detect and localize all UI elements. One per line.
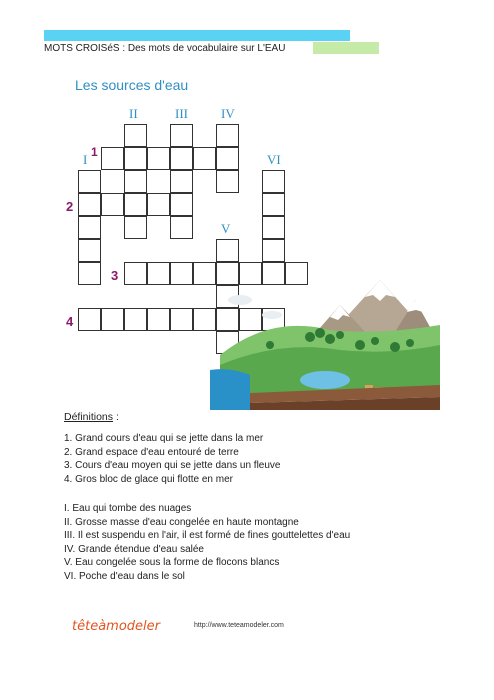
label-number-1: 1: [91, 145, 98, 159]
crossword-cell[interactable]: [101, 147, 124, 170]
footer-url: http://www.teteamodeler.com: [194, 622, 284, 629]
crossword-cell[interactable]: [170, 262, 193, 285]
page-header-title: MOTS CROISéS : Des mots de vocabulaire sur L'EAU: [44, 43, 286, 54]
crossword-cell[interactable]: [262, 193, 285, 216]
definition-h-3: 3. Cours d'eau moyen qui se jette dans un fleuve: [64, 460, 281, 472]
crossword-cell[interactable]: [101, 193, 124, 216]
crossword-cell[interactable]: [193, 147, 216, 170]
crossword-cell[interactable]: [170, 170, 193, 193]
crossword-cell[interactable]: [124, 170, 147, 193]
crossword-cell[interactable]: [147, 262, 170, 285]
crossword-cell[interactable]: [124, 262, 147, 285]
crossword-cell[interactable]: [124, 124, 147, 147]
label-roman-5: V: [221, 221, 231, 236]
definition-h-2: 2. Grand espace d'eau entouré de terre: [64, 446, 239, 458]
crossword-cell[interactable]: [124, 308, 147, 331]
crossword-cell[interactable]: [170, 147, 193, 170]
label-number-2: 2: [66, 199, 74, 214]
crossword-cell[interactable]: [78, 216, 101, 239]
crossword-cell[interactable]: [170, 193, 193, 216]
crossword-cell[interactable]: [78, 262, 101, 285]
crossword-cell[interactable]: [147, 193, 170, 216]
crossword-cell[interactable]: [216, 124, 239, 147]
crossword-cell[interactable]: [101, 308, 124, 331]
crossword-cell[interactable]: [78, 193, 101, 216]
crossword-cell[interactable]: [216, 170, 239, 193]
definition-v-3: III. Il est suspendu en l'air, il est formé de fines gouttelettes d'eau: [64, 530, 351, 542]
crossword-cell[interactable]: [262, 239, 285, 262]
crossword-cell[interactable]: [78, 170, 101, 193]
crossword-cell[interactable]: [124, 216, 147, 239]
crossword-cell[interactable]: [124, 147, 147, 170]
definitions-vertical: [64, 502, 350, 584]
crossword-cell[interactable]: [262, 170, 285, 193]
crossword-cell[interactable]: [124, 193, 147, 216]
crossword-cell[interactable]: [78, 239, 101, 262]
definition-v-5: V. Eau congelée sous la forme de flocons blancs: [64, 557, 280, 569]
definition-h-4: 4. Gros bloc de glace qui flotte en mer: [64, 473, 233, 485]
label-roman-3: III: [175, 106, 188, 121]
crossword-cell[interactable]: [170, 308, 193, 331]
definition-v-4: IV. Grande étendue d'eau salée: [64, 543, 204, 555]
label-roman-1: I: [83, 152, 88, 167]
definitions-heading-word: Définitions: [64, 411, 114, 423]
label-number-4: 4: [66, 314, 74, 329]
teteamodeler-logo: [72, 612, 187, 636]
landscape-illustration: [210, 275, 440, 410]
label-number-3: 3: [111, 268, 119, 283]
crossword-cell[interactable]: [170, 124, 193, 147]
worksheet-subtitle: Les sources d'eau: [75, 77, 189, 93]
crossword-cell[interactable]: [147, 308, 170, 331]
crossword-cell[interactable]: [216, 239, 239, 262]
crossword-cell[interactable]: [78, 308, 101, 331]
label-roman-6: VI: [267, 152, 281, 167]
logo-text: têteàmodeler: [72, 619, 160, 634]
label-roman-4: IV: [221, 106, 235, 121]
definitions-heading-colon: :: [113, 411, 119, 423]
crossword-cell[interactable]: [262, 216, 285, 239]
crossword-cell[interactable]: [147, 147, 170, 170]
definition-v-2: II. Grosse masse d'eau congelée en haute montagne: [64, 516, 299, 528]
definitions-heading: [64, 411, 119, 423]
crossword-cell[interactable]: [170, 216, 193, 239]
definition-v-6: VI. Poche d'eau dans le sol: [64, 570, 185, 582]
crossword-cell[interactable]: [216, 147, 239, 170]
definition-v-1: I. Eau qui tombe des nuages: [64, 503, 192, 514]
definition-h-1: 1. Grand cours d'eau qui se jette dans la mer: [64, 433, 264, 444]
label-roman-2: II: [129, 106, 138, 121]
definitions-horizontal: [64, 432, 281, 486]
